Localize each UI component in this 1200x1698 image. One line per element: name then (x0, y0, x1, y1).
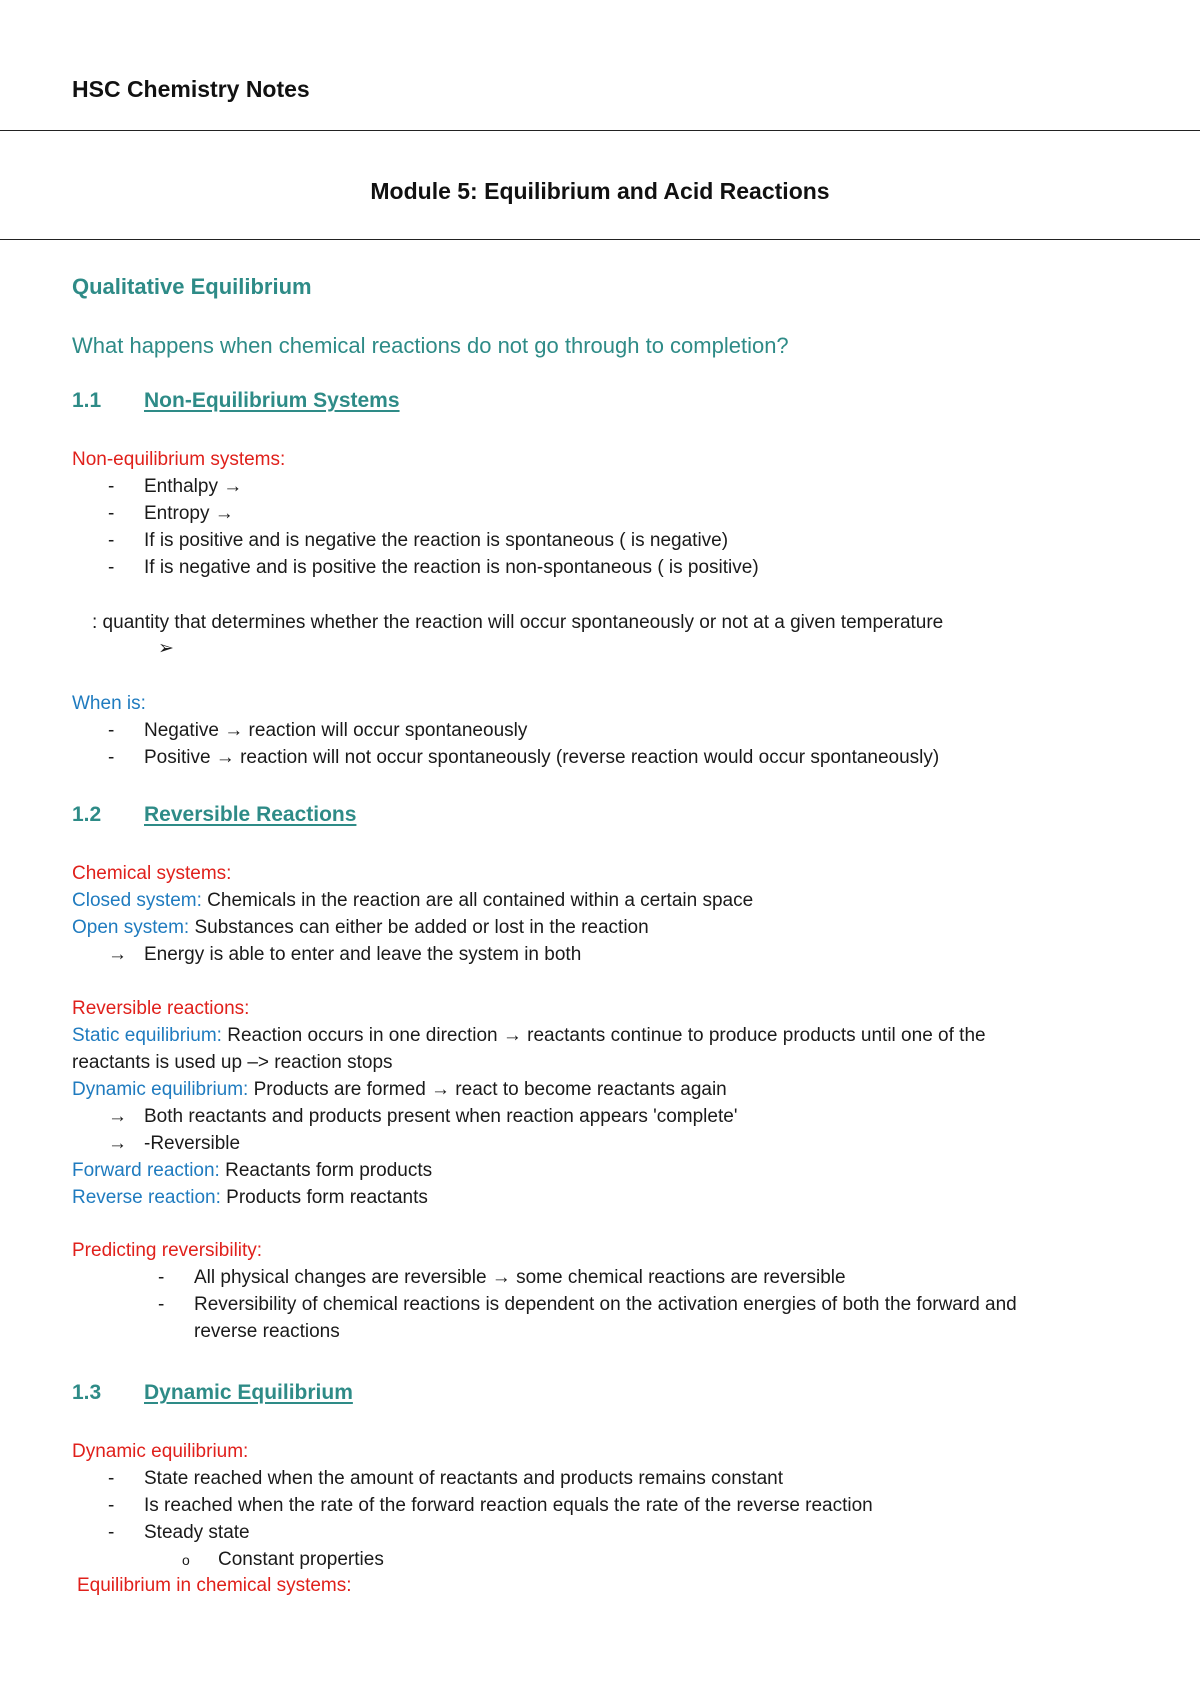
static-equilibrium-line: Static equilibrium: Reaction occurs in one direction → reactants continue to produce products until one of the (72, 1025, 986, 1046)
forward-reaction-line: Forward reaction: Reactants form products (72, 1160, 433, 1181)
closed-system-line: Closed system: Chemicals in the reaction are all contained within a certain space (72, 890, 754, 911)
list-item: → Energy is able to enter and leave the system in both (108, 944, 582, 965)
dynamic-equilibrium-label: Dynamic equilibrium: (72, 1441, 249, 1462)
arrowhead-bullet-icon: ➢ (158, 638, 174, 659)
header-divider (0, 130, 1200, 131)
list-item: - Steady state (108, 1522, 250, 1543)
reverse-reaction-term: Reverse reaction: (72, 1187, 221, 1208)
dash-bullet: - (108, 1495, 115, 1516)
dash-bullet: - (108, 503, 115, 524)
list-item: - Is reached when the rate of the forward reaction equals the rate of the reverse reaction (108, 1495, 873, 1516)
document-header-title: HSC Chemistry Notes (72, 76, 310, 102)
heading-number: 1.1 (72, 389, 102, 412)
dash-bullet: - (108, 476, 115, 497)
forward-reaction-term: Forward reaction: (72, 1160, 220, 1181)
list-item: - Positive → reaction will not occur spontaneously (reverse reaction would occur spontaneously) (108, 747, 940, 768)
dash-bullet: - (108, 1468, 115, 1489)
reverse-reaction-line: Reverse reaction: Products form reactants (72, 1187, 428, 1208)
list-item-continued: reverse reactions (194, 1321, 340, 1342)
closed-system-term: Closed system: (72, 890, 202, 911)
list-item: - Reversibility of chemical reactions is dependent on the activation energies of both the forward and (158, 1294, 1017, 1315)
static-equilibrium-continued: reactants is used up –> reaction stops (72, 1052, 393, 1073)
heading-1-2 (72, 803, 356, 827)
open-system-term: Open system: (72, 917, 190, 938)
circle-bullet-icon: o (182, 1552, 190, 1568)
list-item: → Both reactants and products present when reaction appears 'complete' (108, 1106, 738, 1127)
list-item: - Negative → reaction will occur spontaneously (108, 720, 528, 741)
arrow-bullet-icon: → (108, 1106, 127, 1127)
predicting-reversibility-label: Predicting reversibility: (72, 1240, 263, 1261)
dash-bullet: - (108, 720, 115, 741)
section-title: Qualitative Equilibrium (72, 274, 312, 299)
open-system-line: Open system: Substances can either be added or lost in the reaction (72, 917, 649, 938)
list-sub-item: o Constant properties (182, 1549, 384, 1570)
dash-bullet: - (158, 1267, 165, 1288)
list-item: - All physical changes are reversible → some chemical reactions are reversible (158, 1267, 846, 1288)
equilibrium-chemical-systems-label: Equilibrium in chemical systems: (77, 1575, 352, 1596)
heading-number: 1.2 (72, 803, 102, 826)
heading-text: Dynamic Equilibrium (144, 1381, 353, 1404)
list-item: - If is positive and is negative the reaction is spontaneous ( is negative) (108, 530, 729, 551)
dynamic-equilibrium-term: Dynamic equilibrium: (72, 1079, 249, 1100)
reversible-reactions-label: Reversible reactions: (72, 998, 250, 1019)
dash-bullet: - (158, 1294, 165, 1315)
dash-bullet: - (108, 1522, 115, 1543)
heading-1-3 (72, 1381, 353, 1405)
arrow-bullet-icon: → (108, 1133, 127, 1154)
arrow-bullet-icon: → (108, 944, 127, 965)
list-item: - If is negative and is positive the reaction is non-spontaneous ( is positive) (108, 557, 759, 578)
dash-bullet: - (108, 530, 115, 551)
when-label: When is: (72, 693, 146, 714)
dynamic-equilibrium-line: Dynamic equilibrium: Products are formed → react to become reactants again (72, 1079, 727, 1100)
list-item: - Entropy → (108, 503, 234, 524)
list-item: - Enthalpy → (108, 476, 243, 497)
static-equilibrium-term: Static equilibrium: (72, 1025, 222, 1046)
chemical-systems-label: Chemical systems: (72, 863, 232, 884)
module-title: Module 5: Equilibrium and Acid Reactions (370, 178, 830, 204)
non-equilibrium-label: Non-equilibrium systems: (72, 449, 286, 470)
heading-number: 1.3 (72, 1381, 102, 1404)
dash-bullet: - (108, 747, 115, 768)
list-item: → -Reversible (108, 1133, 241, 1154)
list-item: - State reached when the amount of reactants and products remains constant (108, 1468, 783, 1489)
dash-bullet: - (108, 557, 115, 578)
heading-1-1 (72, 389, 400, 413)
section-question: What happens when chemical reactions do not go through to completion? (72, 333, 789, 358)
heading-text: Non-Equilibrium Systems (144, 389, 400, 412)
module-divider (0, 239, 1200, 240)
heading-text: Reversible Reactions (144, 803, 357, 826)
gibbs-definition: : quantity that determines whether the reaction will occur spontaneously or not at a given temperature (92, 612, 944, 633)
